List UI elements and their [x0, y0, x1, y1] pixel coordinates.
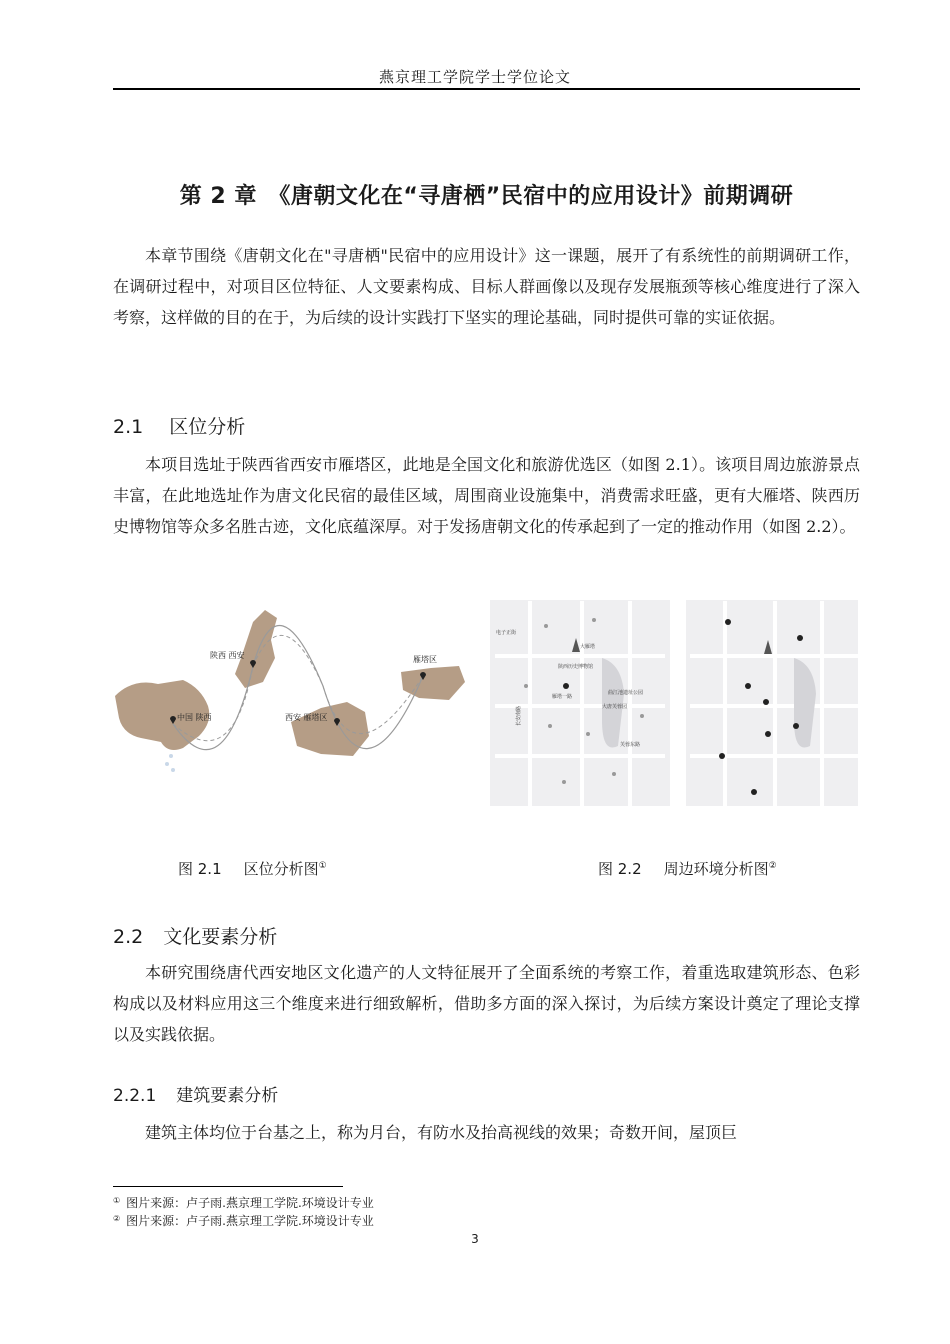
- figure-2-1-caption: [178, 858, 327, 879]
- footnote-2: [113, 1212, 374, 1229]
- section-2-2-heading: [113, 922, 277, 949]
- footnote-mark: ①: [113, 1196, 121, 1205]
- section-2-2-1-text: 建筑主体均位于台基之上，称为月台，有防水及抬高视线的效果；奇数开间，屋顶巨: [145, 1123, 738, 1142]
- map-panel-right: [686, 600, 858, 806]
- footnote-1: [113, 1194, 374, 1211]
- header-rule: [113, 88, 860, 90]
- section-number: 2.1: [113, 416, 144, 438]
- map-label: 陕西历史博物馆: [558, 664, 594, 670]
- footnote-mark[interactable]: ②: [768, 861, 777, 871]
- footnote-mark: ②: [113, 1214, 121, 1223]
- page-number: 3: [471, 1232, 479, 1246]
- label-shaanxi: 陕西 西安: [210, 651, 245, 660]
- footnote-text: 图片来源：卢子雨.燕京理工学院.环境设计专业: [126, 1214, 374, 1228]
- map-panel-left: [490, 600, 670, 806]
- map-label: 雁塔一路: [552, 694, 573, 700]
- map-label: 大唐芙蓉园: [602, 704, 628, 710]
- shaanxi-map-shape: [235, 610, 277, 688]
- section-2-2-1-paragraph: [113, 1118, 860, 1149]
- map-label: 电子正街: [496, 630, 517, 636]
- running-header: 燕京理工学院学士学位论文: [378, 68, 571, 86]
- map-label: 大雁塔: [580, 644, 596, 650]
- section-number: 2.2.1: [113, 1086, 157, 1106]
- map-label: 曲江池遗址公园: [608, 690, 644, 696]
- location-analysis-figure: [113, 596, 478, 816]
- caption-number: 图 2.1: [178, 860, 222, 878]
- label-xian: 西安 雁塔区: [285, 713, 328, 722]
- xian-map-shape: [291, 702, 369, 756]
- figure-2-2-caption: [598, 858, 777, 879]
- footnote-rule: [113, 1186, 343, 1187]
- chapter-title: 第 2 章 《唐朝文化在“寻唐栖”民宿中的应用设计》前期调研: [179, 184, 794, 209]
- map-label: 芙蓉东路: [620, 742, 641, 748]
- section-2-2-text: 本研究围绕唐代西安地区文化遗产的人文特征展开了全面系统的考察工作，着重选取建筑形态、色彩构成以及材料应用这三个维度来进行细致解析，借助多方面的深入探讨，为后续方案设计奠定了理论支撑以及实践依据。: [113, 963, 860, 1044]
- section-2-1-heading: [113, 412, 245, 439]
- caption-text: 区位分析图: [243, 860, 319, 878]
- footnote-mark[interactable]: ①: [318, 861, 327, 871]
- section-2-1-text: 本项目选址于陕西省西安市雁塔区，此地是全国文化和旅游优选区（如图 2.1）。该项目周边旅游景点丰富，在此地选址作为唐文化民宿的最佳区域，周围商业设施集中，消费需求旺盛，更有大雁塔、陕西历史博物馆等众多名胜古迹，文化底蕴深厚。对于发扬唐朝文化的传承起到了一定的推动作用（如图 2.2）。: [113, 455, 860, 536]
- map-label: 长安南路: [516, 705, 522, 726]
- caption-text: 周边环境分析图: [663, 860, 769, 878]
- label-china: 中国 陕西: [177, 713, 212, 722]
- section-2-2-1-heading: [113, 1081, 278, 1106]
- label-yanta: 雁塔区: [413, 655, 437, 664]
- section-2-2-paragraph: [113, 958, 860, 1050]
- section-2-1-paragraph: [113, 450, 860, 542]
- intro-text: 本章节围绕《唐朝文化在"寻唐栖"民宿中的应用设计》这一课题，展开了有系统性的前期调研工作，在调研过程中，对项目区位特征、人文要素构成、目标人群画像以及现存发展瓶颈等核心维度进行了深入考察，这样做的目的在于，为后续的设计实践打下坚实的理论基础，同时提供可靠的实证依据。: [113, 246, 860, 327]
- section-number: 2.2: [113, 926, 144, 948]
- section-title: 区位分析: [169, 416, 246, 438]
- section-title: 文化要素分析: [163, 926, 278, 948]
- footnote-text: 图片来源：卢子雨.燕京理工学院.环境设计专业: [126, 1196, 374, 1210]
- section-title: 建筑要素分析: [176, 1086, 279, 1106]
- surrounding-environment-figure: [490, 596, 858, 810]
- intro-paragraph: [113, 241, 860, 333]
- caption-number: 图 2.2: [598, 860, 642, 878]
